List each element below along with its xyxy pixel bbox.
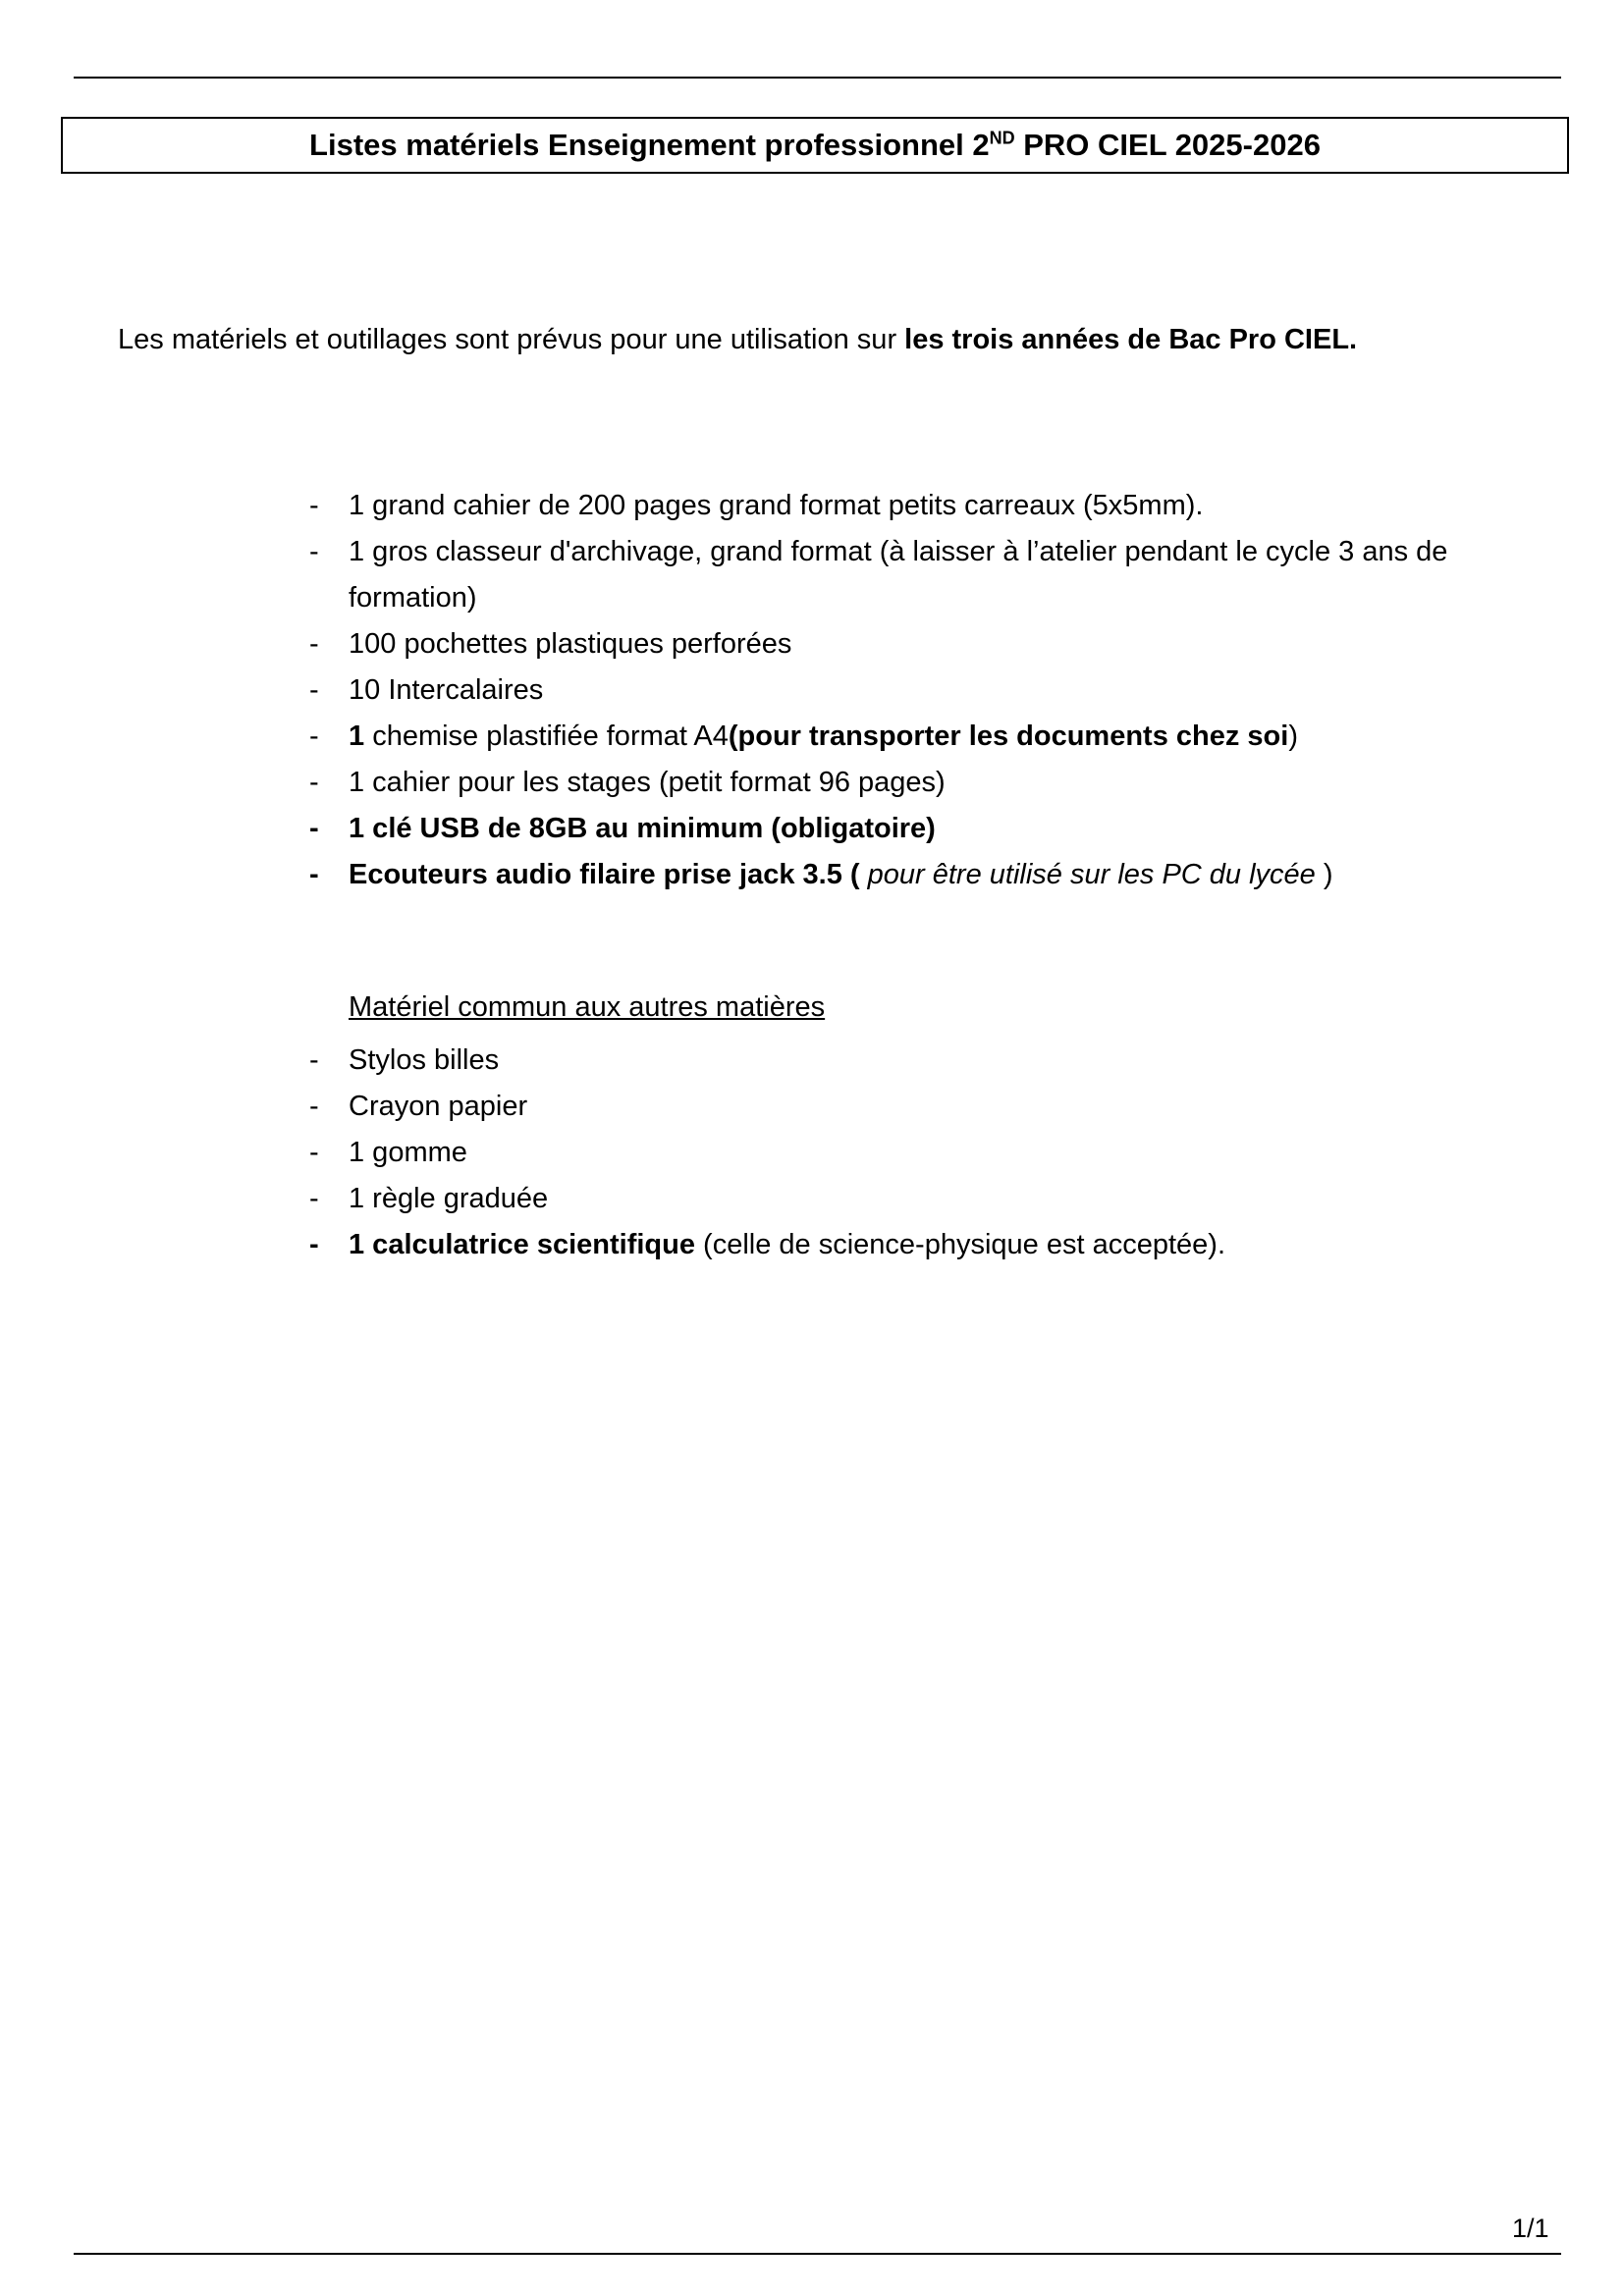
list-item-text: )	[1323, 859, 1333, 890]
list-item	[299, 852, 1537, 898]
list-item-text: (celle de science-physique est acceptée).	[694, 1229, 1225, 1260]
common-section-heading: Matériel commun aux autres matières	[349, 991, 826, 1023]
list-item-text: 1 cahier pour les stages (petit format 96 pages)	[349, 767, 946, 798]
list-item	[299, 806, 1537, 852]
list-dash: -	[309, 767, 319, 798]
page-number: 1/1	[1512, 2214, 1549, 2243]
header-rule	[74, 77, 1561, 79]
list-item	[299, 760, 1537, 806]
common-materials-list	[299, 1038, 1537, 1268]
list-item	[299, 483, 1537, 529]
materials-list	[299, 483, 1537, 898]
list-item	[299, 714, 1537, 760]
intro-emphasis: les trois années de Bac Pro CIEL.	[904, 324, 1358, 355]
list-item	[299, 1084, 1537, 1130]
list-dash: -	[309, 1044, 319, 1076]
list-item	[299, 667, 1537, 714]
list-item	[299, 1038, 1537, 1084]
list-dash: -	[309, 536, 319, 567]
list-item-bold: 1	[349, 721, 365, 752]
list-dash: -	[309, 859, 319, 890]
list-item-text: Crayon papier	[349, 1091, 528, 1122]
list-item	[299, 529, 1537, 621]
list-item	[299, 1222, 1537, 1268]
list-dash: -	[309, 1137, 319, 1168]
title-superscript: ND	[989, 128, 1015, 148]
list-dash: -	[309, 628, 319, 660]
list-dash: -	[309, 813, 319, 844]
list-dash: -	[309, 1229, 319, 1260]
footer-rule	[74, 2253, 1561, 2255]
list-dash: -	[309, 1183, 319, 1214]
intro-paragraph: Les matériels et outillages sont prévus pour une utilisation sur les trois années de Bac Pro CIEL.	[118, 324, 1358, 355]
list-item-text: 1 règle graduée	[349, 1183, 549, 1214]
list-item-bold: (pour transporter les documents chez soi	[728, 721, 1289, 752]
list-dash: -	[309, 674, 319, 706]
list-dash: -	[309, 721, 319, 752]
list-item-text: chemise plastifiée format A4	[364, 721, 729, 752]
list-item-text: 1 grand cahier de 200 pages grand format petits carreaux (5x5mm).	[349, 490, 1204, 521]
list-item	[299, 1176, 1537, 1222]
list-item-text: 100 pochettes plastiques perforées	[349, 628, 792, 660]
list-item-text: Stylos billes	[349, 1044, 500, 1076]
list-item-text: 1 gros classeur d'archivage, grand format (à laisser à l’atelier pendant le cycle 3 ans de formation)	[349, 536, 1448, 614]
title-box	[61, 117, 1569, 174]
list-item-italic: pour être utilisé sur les PC du lycée	[859, 859, 1324, 890]
list-item	[299, 621, 1537, 667]
list-item-text: 1 gomme	[349, 1137, 467, 1168]
list-dash: -	[309, 1091, 319, 1122]
list-item-text: 10 Intercalaires	[349, 674, 544, 706]
list-item-text: 1 clé USB de 8GB au minimum (obligatoire)	[349, 813, 936, 844]
list-dash: -	[309, 490, 319, 521]
list-item-text: )	[1288, 721, 1298, 752]
list-item-bold: 1 calculatrice scientifique	[349, 1229, 695, 1260]
list-item-bold: Ecouteurs audio filaire prise jack 3.5 (	[349, 859, 860, 890]
page-title: Listes matériels Enseignement professionnel 2ND PRO CIEL 2025-2026	[309, 128, 1321, 162]
list-item	[299, 1130, 1537, 1176]
